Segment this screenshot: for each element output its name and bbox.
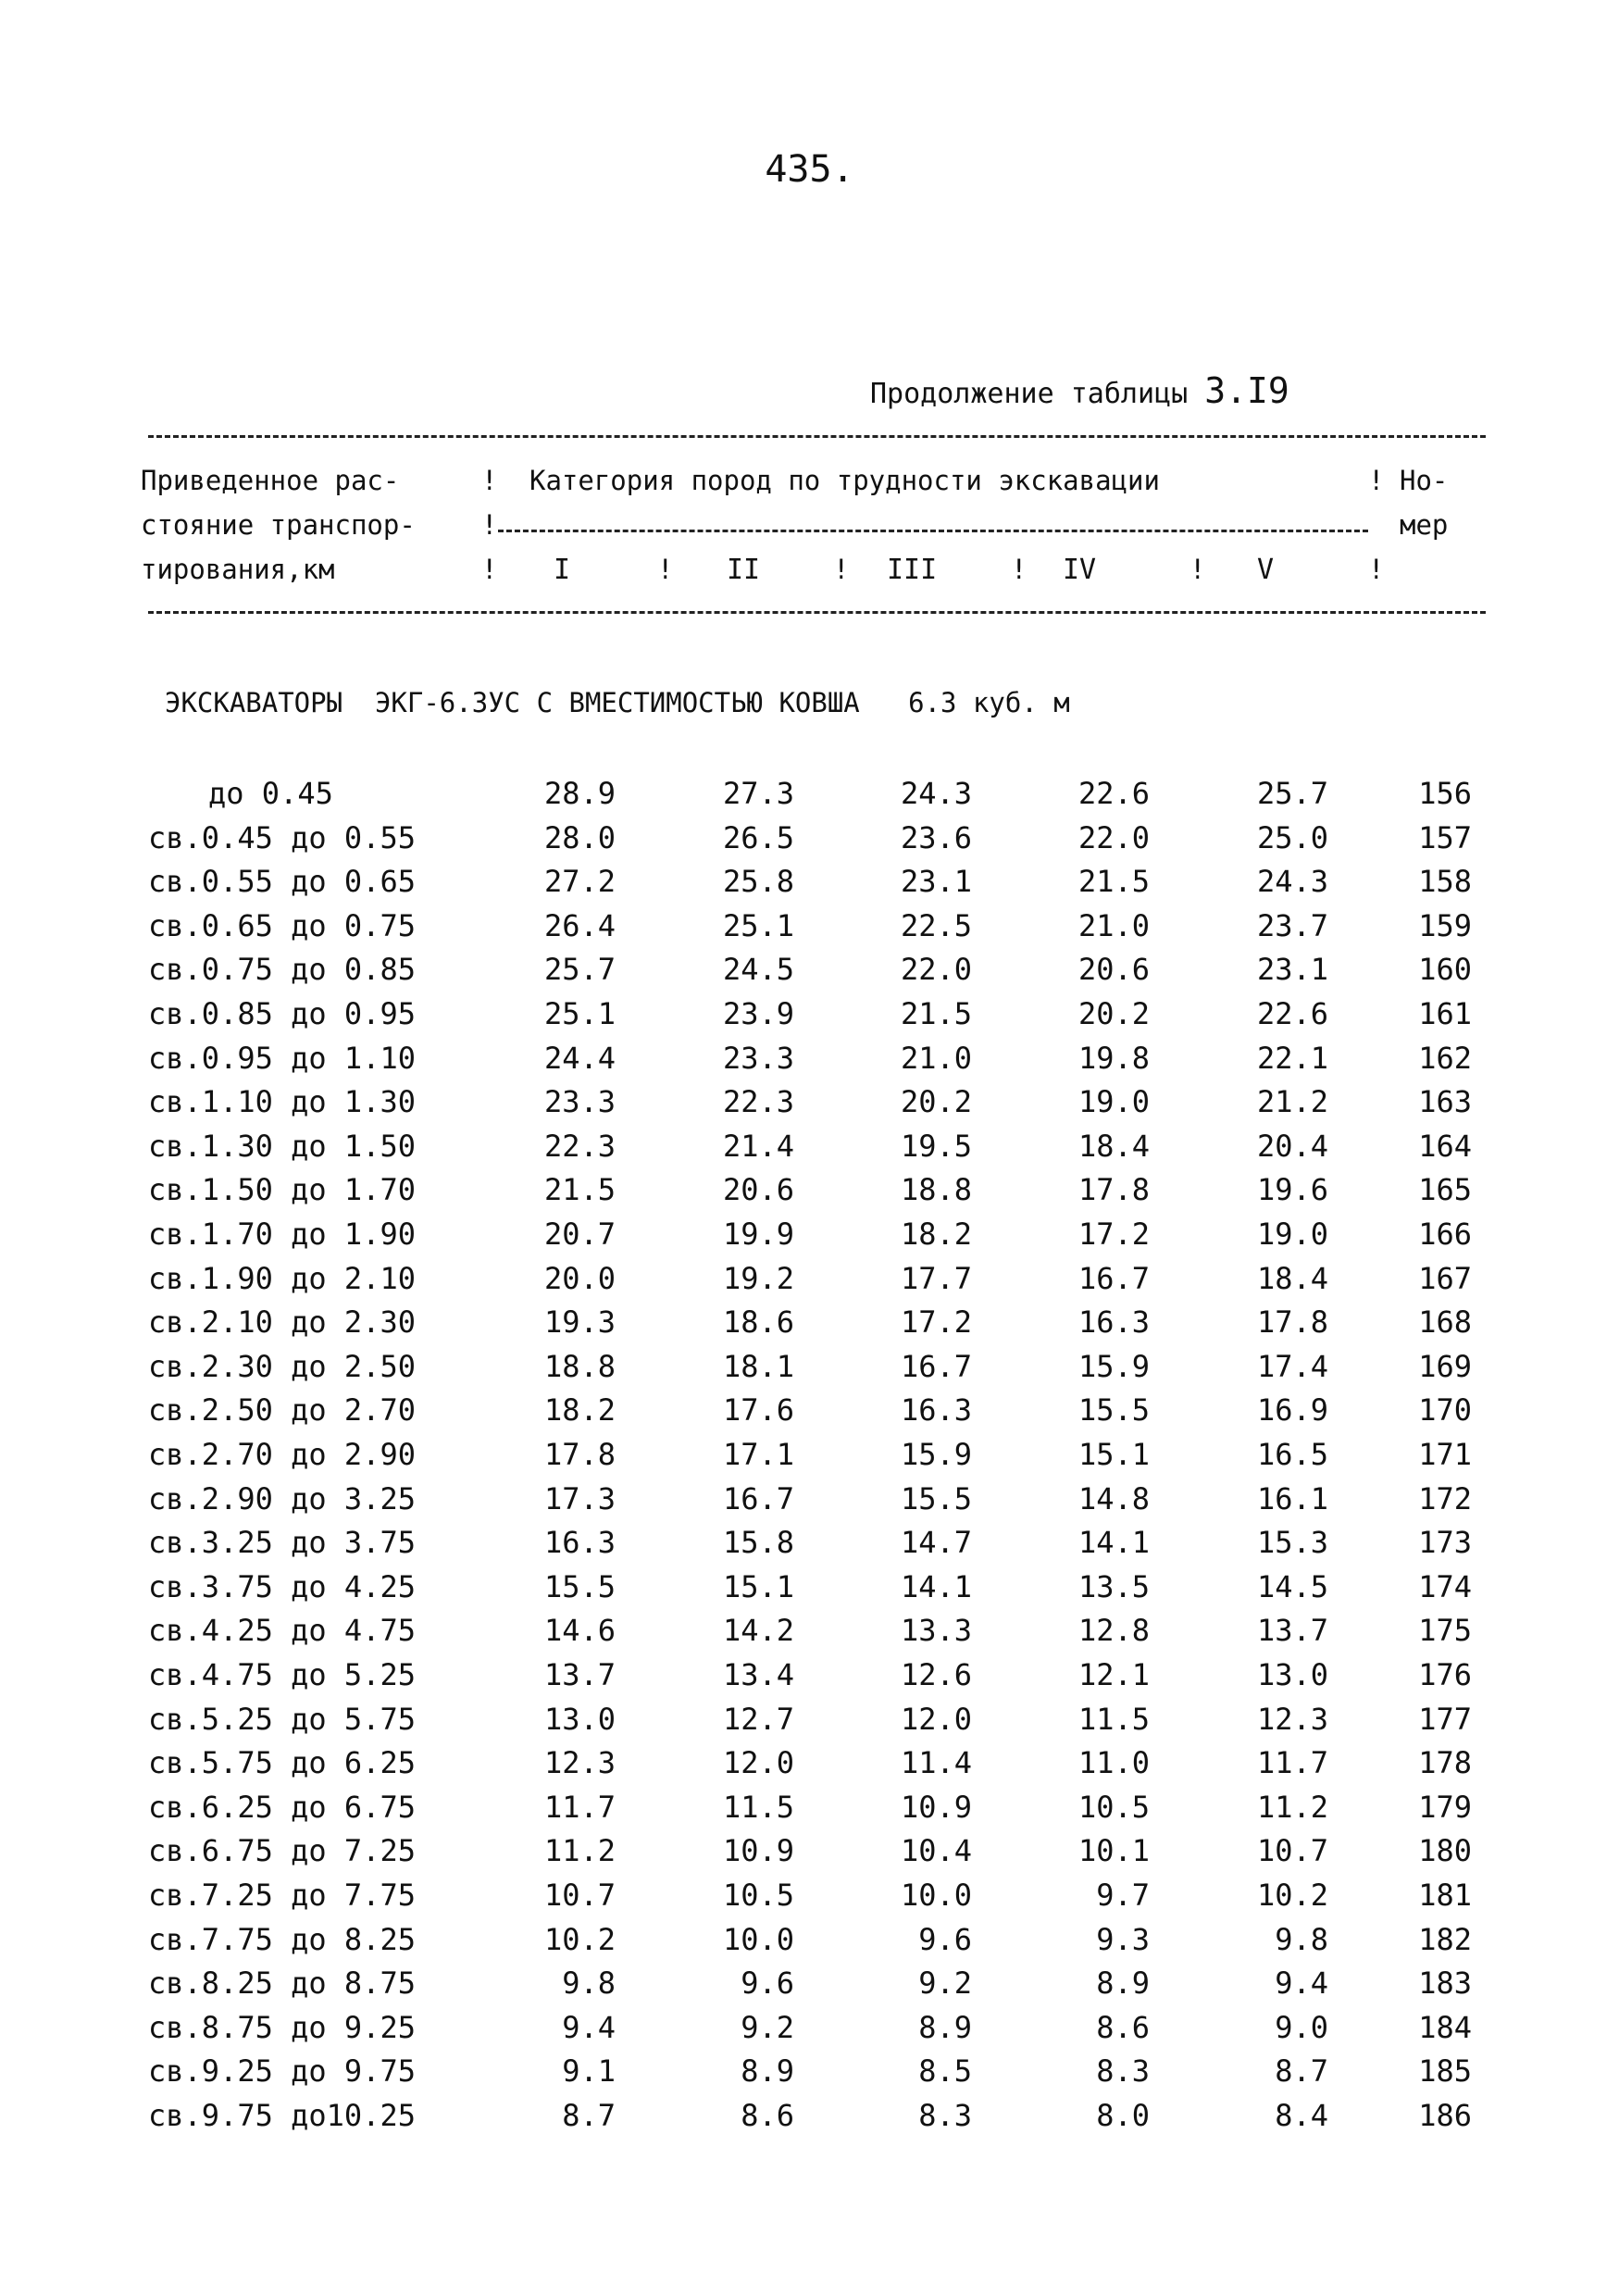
row-value-category-1: 28.0	[543, 819, 616, 855]
row-value-category-3: 10.0	[900, 1878, 972, 1913]
row-value-category-4: 17.2	[1077, 1217, 1150, 1252]
row-value-category-1: 16.3	[543, 1525, 616, 1561]
row-number: 160	[1418, 952, 1472, 988]
row-value-category-4: 15.5	[1077, 1392, 1150, 1429]
row-value-category-3: 23.6	[900, 819, 972, 855]
row-value-category-5: 17.8	[1256, 1304, 1328, 1341]
row-distance-label: св.0.85 до 0.95	[148, 996, 416, 1031]
row-value-category-4: 16.3	[1077, 1304, 1150, 1341]
table-row	[0, 1965, 1619, 2010]
row-value-category-5: 19.6	[1256, 1172, 1328, 1208]
table-row	[0, 1833, 1619, 1878]
row-value-category-3: 22.5	[900, 907, 972, 943]
header-separator: !	[1368, 554, 1385, 585]
row-value-category-5: 8.4	[1275, 2098, 1328, 2133]
row-value-category-2: 15.8	[722, 1525, 794, 1561]
row-distance-label: св.2.10 до 2.30	[148, 1304, 416, 1341]
row-distance-label: св.2.50 до 2.70	[148, 1392, 416, 1429]
row-value-category-4: 9.3	[1096, 1921, 1150, 1957]
table-row	[0, 2053, 1619, 2098]
header-separator: !	[833, 554, 850, 585]
table-row	[0, 1657, 1619, 1702]
table-row	[0, 1437, 1619, 1481]
row-distance-label: св.1.10 до 1.30	[148, 1084, 416, 1120]
row-value-category-5: 17.4	[1256, 1348, 1328, 1384]
row-distance-label: св.0.65 до 0.75	[148, 907, 416, 943]
row-value-category-3: 23.1	[900, 864, 972, 900]
row-distance-label: св.2.90 до 3.25	[148, 1480, 416, 1516]
row-value-category-5: 23.7	[1256, 907, 1328, 943]
row-value-category-2: 23.9	[722, 996, 794, 1031]
table-row	[0, 820, 1619, 865]
row-value-category-5: 9.8	[1275, 1921, 1328, 1957]
table-row	[0, 1129, 1619, 1173]
row-distance-label: св.0.55 до 0.65	[148, 864, 416, 900]
row-value-category-3: 9.2	[918, 1965, 972, 2002]
row-value-category-5: 22.1	[1256, 1040, 1328, 1076]
table-row	[0, 952, 1619, 996]
row-value-category-2: 14.2	[722, 1613, 794, 1649]
row-value-category-2: 17.6	[722, 1392, 794, 1429]
table-row	[0, 908, 1619, 953]
header-category-group: Категория пород по трудности экскавации	[529, 465, 1160, 496]
row-value-category-1: 20.7	[543, 1217, 616, 1252]
row-number: 167	[1418, 1260, 1472, 1296]
row-value-category-5: 25.0	[1256, 819, 1328, 855]
row-value-category-3: 20.2	[900, 1084, 972, 1120]
row-number: 180	[1418, 1833, 1472, 1869]
row-value-category-5: 10.2	[1256, 1878, 1328, 1913]
row-distance-label: св.2.70 до 2.90	[148, 1437, 416, 1472]
row-value-category-5: 12.3	[1256, 1701, 1328, 1737]
header-distance-line2: стояние транспор-	[141, 509, 416, 541]
row-distance-label: св.4.25 до 4.75	[148, 1613, 416, 1649]
row-value-category-3: 8.3	[918, 2098, 972, 2133]
table-number: 3.I9	[1204, 370, 1289, 411]
table-row	[0, 1261, 1619, 1305]
row-value-category-1: 17.3	[543, 1480, 616, 1516]
header-category-i: I	[554, 554, 571, 586]
row-distance-label: св.7.75 до 8.25	[148, 1921, 416, 1957]
row-value-category-2: 18.6	[722, 1304, 794, 1341]
row-value-category-1: 10.2	[543, 1921, 616, 1957]
row-number: 164	[1418, 1128, 1472, 1164]
row-value-category-4: 8.3	[1096, 2053, 1150, 2090]
row-number: 183	[1418, 1965, 1472, 2002]
table-row	[0, 1702, 1619, 1746]
row-value-category-1: 9.8	[562, 1965, 616, 2002]
header-separator: !	[1368, 465, 1385, 496]
row-value-category-3: 13.3	[900, 1613, 972, 1649]
row-value-category-1: 14.6	[543, 1613, 616, 1649]
table-row	[0, 1217, 1619, 1261]
row-value-category-4: 15.9	[1077, 1348, 1150, 1384]
row-number: 170	[1418, 1392, 1472, 1429]
row-number: 165	[1418, 1172, 1472, 1208]
header-separator: !	[481, 465, 498, 496]
row-number: 181	[1418, 1878, 1472, 1913]
table-row	[0, 1084, 1619, 1129]
row-value-category-1: 23.3	[543, 1084, 616, 1120]
table-row	[0, 864, 1619, 908]
row-value-category-1: 13.7	[543, 1657, 616, 1692]
row-value-category-3: 18.2	[900, 1217, 972, 1252]
row-number: 184	[1418, 2009, 1472, 2045]
row-value-category-5: 22.6	[1256, 996, 1328, 1031]
table-row	[0, 2098, 1619, 2142]
row-value-category-5: 13.0	[1256, 1657, 1328, 1692]
row-distance-label: св.6.75 до 7.25	[148, 1833, 416, 1869]
row-distance-label: св.0.75 до 0.85	[148, 952, 416, 988]
row-value-category-5: 20.4	[1256, 1128, 1328, 1164]
row-number: 163	[1418, 1084, 1472, 1120]
row-value-category-1: 18.8	[543, 1348, 616, 1384]
row-value-category-1: 26.4	[543, 907, 616, 943]
row-value-category-3: 18.8	[900, 1172, 972, 1208]
row-value-category-1: 19.3	[543, 1304, 616, 1341]
row-value-category-1: 15.5	[543, 1568, 616, 1604]
row-distance-label: до 0.45	[208, 776, 333, 811]
table-row	[0, 1041, 1619, 1085]
row-value-category-2: 10.5	[722, 1878, 794, 1913]
row-value-category-5: 13.7	[1256, 1613, 1328, 1649]
row-value-category-1: 25.7	[543, 952, 616, 988]
header-number-line2: мер	[1400, 509, 1449, 541]
table-row	[0, 996, 1619, 1041]
row-value-category-4: 11.0	[1077, 1745, 1150, 1781]
row-number: 158	[1418, 864, 1472, 900]
row-value-category-4: 20.6	[1077, 952, 1150, 988]
row-value-category-5: 9.4	[1275, 1965, 1328, 2002]
row-value-category-5: 8.7	[1275, 2053, 1328, 2090]
table-row	[0, 1922, 1619, 1966]
continuation-text: Продолжение таблицы	[870, 378, 1189, 410]
row-value-category-4: 10.5	[1077, 1789, 1150, 1825]
row-value-category-2: 11.5	[722, 1789, 794, 1825]
table-row	[0, 1481, 1619, 1526]
row-value-category-4: 19.0	[1077, 1084, 1150, 1120]
row-number: 161	[1418, 996, 1472, 1031]
row-value-category-2: 23.3	[722, 1040, 794, 1076]
row-value-category-4: 10.1	[1077, 1833, 1150, 1869]
row-number: 177	[1418, 1701, 1472, 1737]
row-value-category-2: 8.6	[741, 2098, 794, 2133]
row-value-category-4: 22.6	[1077, 776, 1150, 811]
row-value-category-3: 8.5	[918, 2053, 972, 2090]
row-value-category-1: 9.4	[562, 2009, 616, 2045]
row-value-category-1: 25.1	[543, 996, 616, 1031]
row-value-category-2: 18.1	[722, 1348, 794, 1384]
row-value-category-4: 14.8	[1077, 1480, 1150, 1516]
row-distance-label: св.0.45 до 0.55	[148, 819, 416, 855]
row-distance-label: св.8.75 до 9.25	[148, 2009, 416, 2045]
row-distance-label: св.7.25 до 7.75	[148, 1878, 416, 1913]
row-value-category-5: 23.1	[1256, 952, 1328, 988]
row-value-category-5: 18.4	[1256, 1260, 1328, 1296]
row-distance-label: св.5.25 до 5.75	[148, 1701, 416, 1737]
row-value-category-3: 10.9	[900, 1789, 972, 1825]
row-value-category-5: 21.2	[1256, 1084, 1328, 1120]
header-separator: !	[657, 554, 674, 585]
row-value-category-3: 11.4	[900, 1745, 972, 1781]
row-distance-label: св.9.25 до 9.75	[148, 2053, 416, 2090]
row-value-category-2: 15.1	[722, 1568, 794, 1604]
row-number: 166	[1418, 1217, 1472, 1252]
row-number: 172	[1418, 1480, 1472, 1516]
row-value-category-3: 8.9	[918, 2009, 972, 2045]
row-distance-label: св.5.75 до 6.25	[148, 1745, 416, 1781]
row-value-category-2: 16.7	[722, 1480, 794, 1516]
header-top-rule	[148, 435, 1486, 438]
row-value-category-3: 22.0	[900, 952, 972, 988]
table-row	[0, 1790, 1619, 1834]
header-separator: !	[481, 509, 498, 541]
header-separator: !	[1189, 554, 1206, 585]
row-value-category-3: 17.2	[900, 1304, 972, 1341]
row-value-category-4: 11.5	[1077, 1701, 1150, 1737]
row-value-category-1: 11.2	[543, 1833, 616, 1869]
row-value-category-5: 11.2	[1256, 1789, 1328, 1825]
row-value-category-3: 14.7	[900, 1525, 972, 1561]
row-value-category-5: 11.7	[1256, 1745, 1328, 1781]
table-row	[0, 1392, 1619, 1437]
row-value-category-2: 12.7	[722, 1701, 794, 1737]
row-distance-label: св.2.30 до 2.50	[148, 1348, 416, 1384]
row-value-category-3: 17.7	[900, 1260, 972, 1296]
table-row	[0, 1745, 1619, 1790]
row-value-category-2: 27.3	[722, 776, 794, 811]
row-distance-label: св.9.75 до10.25	[148, 2098, 416, 2133]
row-value-category-4: 16.7	[1077, 1260, 1150, 1296]
row-distance-label: св.1.30 до 1.50	[148, 1128, 416, 1164]
row-value-category-3: 21.0	[900, 1040, 972, 1076]
row-value-category-4: 18.4	[1077, 1128, 1150, 1164]
row-value-category-3: 14.1	[900, 1568, 972, 1604]
header-bottom-rule	[148, 611, 1486, 614]
row-value-category-5: 10.7	[1256, 1833, 1328, 1869]
row-number: 171	[1418, 1437, 1472, 1472]
header-distance-line1: Приведенное рас-	[141, 465, 400, 496]
row-value-category-4: 14.1	[1077, 1525, 1150, 1561]
table-row	[0, 1172, 1619, 1217]
row-value-category-1: 17.8	[543, 1437, 616, 1472]
row-number: 186	[1418, 2098, 1472, 2133]
row-value-category-2: 22.3	[722, 1084, 794, 1120]
row-value-category-3: 16.3	[900, 1392, 972, 1429]
row-value-category-4: 17.8	[1077, 1172, 1150, 1208]
row-value-category-2: 9.2	[741, 2009, 794, 2045]
row-value-category-4: 20.2	[1077, 996, 1150, 1031]
row-value-category-5: 19.0	[1256, 1217, 1328, 1252]
page-number: 435.	[765, 148, 854, 191]
row-value-category-2: 13.4	[722, 1657, 794, 1692]
row-value-category-4: 22.0	[1077, 819, 1150, 855]
row-distance-label: св.3.75 до 4.25	[148, 1568, 416, 1604]
row-value-category-2: 9.6	[741, 1965, 794, 2002]
row-number: 185	[1418, 2053, 1472, 2090]
header-number-line1: Но-	[1400, 465, 1449, 496]
row-distance-label: св.6.25 до 6.75	[148, 1789, 416, 1825]
row-value-category-3: 16.7	[900, 1348, 972, 1384]
row-value-category-5: 16.9	[1256, 1392, 1328, 1429]
row-value-category-4: 19.8	[1077, 1040, 1150, 1076]
row-value-category-4: 13.5	[1077, 1568, 1150, 1604]
row-value-category-2: 21.4	[722, 1128, 794, 1164]
row-value-category-1: 8.7	[562, 2098, 616, 2133]
row-value-category-4: 21.0	[1077, 907, 1150, 943]
row-distance-label: св.1.70 до 1.90	[148, 1217, 416, 1252]
row-value-category-1: 21.5	[543, 1172, 616, 1208]
row-value-category-4: 8.9	[1096, 1965, 1150, 2002]
row-value-category-1: 20.0	[543, 1260, 616, 1296]
row-value-category-4: 12.8	[1077, 1613, 1150, 1649]
row-distance-label: св.1.90 до 2.10	[148, 1260, 416, 1296]
row-value-category-4: 9.7	[1096, 1878, 1150, 1913]
table-row	[0, 1304, 1619, 1349]
row-number: 162	[1418, 1040, 1472, 1076]
section-title: ЭКСКАВАТОРЫ ЭКГ-6.3УС С ВМЕСТИМОСТЬЮ КОВША 6.3 куб. м	[165, 687, 1070, 718]
row-value-category-2: 10.9	[722, 1833, 794, 1869]
table-row	[0, 776, 1619, 820]
row-value-category-4: 8.0	[1096, 2098, 1150, 2133]
header-category-ii: II	[727, 554, 761, 586]
row-value-category-4: 21.5	[1077, 864, 1150, 900]
row-number: 175	[1418, 1613, 1472, 1649]
row-value-category-2: 19.2	[722, 1260, 794, 1296]
row-value-category-5: 16.5	[1256, 1437, 1328, 1472]
row-number: 157	[1418, 819, 1472, 855]
row-value-category-4: 8.6	[1096, 2009, 1150, 2045]
row-value-category-3: 24.3	[900, 776, 972, 811]
row-value-category-2: 25.1	[722, 907, 794, 943]
table-row	[0, 1613, 1619, 1657]
header-category-v: V	[1257, 554, 1275, 586]
header-separator: !	[481, 554, 498, 585]
row-value-category-3: 10.4	[900, 1833, 972, 1869]
row-value-category-1: 13.0	[543, 1701, 616, 1737]
table-continuation-caption	[870, 370, 1289, 411]
row-number: 159	[1418, 907, 1472, 943]
row-value-category-3: 12.6	[900, 1657, 972, 1692]
table-row	[0, 1525, 1619, 1569]
row-value-category-1: 18.2	[543, 1392, 616, 1429]
row-value-category-4: 12.1	[1077, 1657, 1150, 1692]
row-value-category-1: 11.7	[543, 1789, 616, 1825]
row-value-category-1: 22.3	[543, 1128, 616, 1164]
row-value-category-2: 25.8	[722, 864, 794, 900]
header-inner-rule	[498, 530, 1368, 532]
row-value-category-5: 15.3	[1256, 1525, 1328, 1561]
row-value-category-1: 9.1	[562, 2053, 616, 2090]
row-value-category-2: 17.1	[722, 1437, 794, 1472]
row-value-category-3: 21.5	[900, 996, 972, 1031]
row-value-category-2: 12.0	[722, 1745, 794, 1781]
row-value-category-2: 26.5	[722, 819, 794, 855]
row-value-category-1: 10.7	[543, 1878, 616, 1913]
row-value-category-2: 20.6	[722, 1172, 794, 1208]
table-row	[0, 1569, 1619, 1614]
row-value-category-2: 10.0	[722, 1921, 794, 1957]
row-distance-label: св.3.25 до 3.75	[148, 1525, 416, 1561]
header-category-iii: III	[887, 554, 938, 586]
row-value-category-3: 12.0	[900, 1701, 972, 1737]
row-value-category-2: 24.5	[722, 952, 794, 988]
row-value-category-3: 9.6	[918, 1921, 972, 1957]
row-distance-label: св.4.75 до 5.25	[148, 1657, 416, 1692]
row-number: 182	[1418, 1921, 1472, 1957]
header-category-iv: IV	[1063, 554, 1097, 586]
row-value-category-1: 24.4	[543, 1040, 616, 1076]
header-distance-line3: тирования,км	[141, 554, 335, 585]
row-number: 173	[1418, 1525, 1472, 1561]
row-value-category-1: 12.3	[543, 1745, 616, 1781]
header-separator: !	[1011, 554, 1027, 585]
row-value-category-5: 14.5	[1256, 1568, 1328, 1604]
row-value-category-1: 28.9	[543, 776, 616, 811]
row-distance-label: св.8.25 до 8.75	[148, 1965, 416, 2002]
row-number: 156	[1418, 776, 1472, 811]
row-value-category-5: 25.7	[1256, 776, 1328, 811]
row-number: 168	[1418, 1304, 1472, 1341]
row-value-category-1: 27.2	[543, 864, 616, 900]
row-distance-label: св.0.95 до 1.10	[148, 1040, 416, 1076]
row-value-category-3: 19.5	[900, 1128, 972, 1164]
row-number: 169	[1418, 1348, 1472, 1384]
row-value-category-5: 9.0	[1275, 2009, 1328, 2045]
row-value-category-2: 8.9	[741, 2053, 794, 2090]
table-row	[0, 1349, 1619, 1393]
row-number: 179	[1418, 1789, 1472, 1825]
table-row	[0, 1878, 1619, 1922]
row-value-category-2: 19.9	[722, 1217, 794, 1252]
row-value-category-3: 15.5	[900, 1480, 972, 1516]
row-value-category-5: 24.3	[1256, 864, 1328, 900]
row-distance-label: св.1.50 до 1.70	[148, 1172, 416, 1208]
table-row	[0, 2010, 1619, 2054]
row-value-category-3: 15.9	[900, 1437, 972, 1472]
row-number: 176	[1418, 1657, 1472, 1692]
row-number: 178	[1418, 1745, 1472, 1781]
row-number: 174	[1418, 1568, 1472, 1604]
row-value-category-5: 16.1	[1256, 1480, 1328, 1516]
row-value-category-4: 15.1	[1077, 1437, 1150, 1472]
